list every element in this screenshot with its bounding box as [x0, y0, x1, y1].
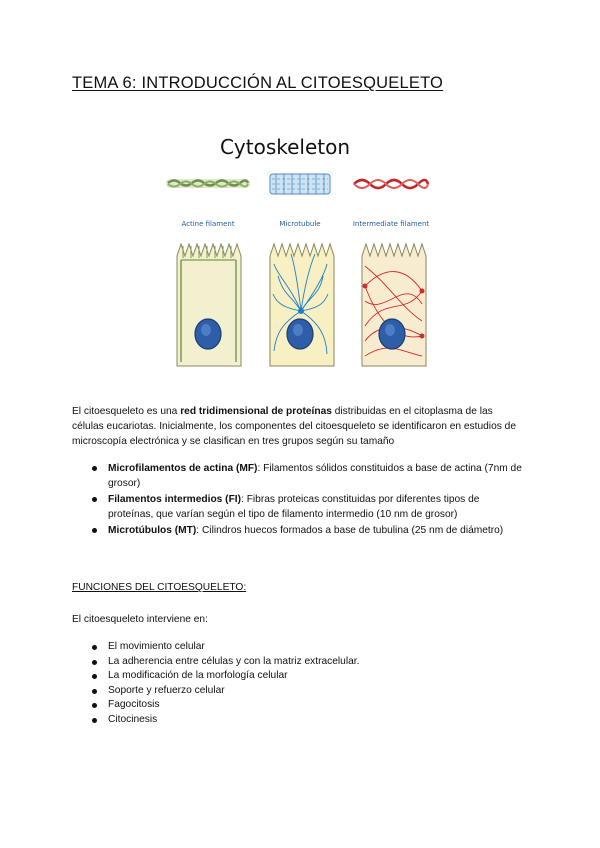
intro-paragraph: [72, 404, 524, 449]
list-item: [72, 492, 524, 522]
intro-text-start: El citoesqueleto es una: [72, 406, 181, 417]
type-term: Microfilamentos de actina (MF): [108, 463, 258, 474]
intermediate-cell: [362, 244, 426, 366]
cytoskeleton-types-list: [72, 461, 524, 539]
page-title: TEMA 6: INTRODUCCIÓN AL CITOESQUELETO: [72, 74, 444, 92]
functions-list: [72, 640, 524, 728]
intermediate-filament-strip: [354, 180, 428, 188]
actin-filament-strip: [166, 179, 250, 188]
intermediate-label: Intermediate filament: [352, 220, 430, 228]
list-item: Citocinesis: [72, 713, 524, 728]
list-item: La adherencia entre células y con la matriz extracelular.: [72, 655, 524, 670]
intro-bold-phrase: red tridimensional de proteínas: [180, 406, 332, 417]
functions-heading-text: FUNCIONES DEL CITOESQUELETO: [72, 582, 244, 593]
type-term: Microtúbulos (MT): [108, 525, 197, 536]
type-description: : Cilindros huecos formados a base de tubulina (25 nm de diámetro): [196, 525, 504, 536]
cytoskeleton-illustration: [160, 126, 450, 376]
figure-title: Cytoskeleton: [219, 135, 351, 159]
list-item: La modificación de la morfología celular: [72, 669, 524, 684]
microtubule-label: Microtubule: [279, 220, 321, 228]
microtubule-cell: [270, 244, 334, 366]
functions-heading: [72, 580, 524, 595]
list-item: [72, 461, 524, 491]
list-item: [72, 523, 524, 538]
list-item: Fagocitosis: [72, 698, 524, 713]
list-item: El movimiento celular: [72, 640, 524, 655]
actin-cell: [177, 244, 241, 366]
functions-lead: El citoesqueleto interviene en:: [72, 614, 208, 625]
type-description: : Fibras proteicas constituidas por diferentes tipos de proteínas, que varían según el tipo de filamento intermedio (10 nm de grosor): [108, 494, 480, 520]
intro-text-end: distribuidas en el citoplasma de las células eucariotas. Inicialmente, los componentes del citoesqueleto se identificaron en estudios de microscopía electrónica y se clasifican en tres grupos según su tamaño: [72, 406, 516, 447]
type-term: Filamentos intermedios (FI): [108, 494, 242, 505]
functions-heading-colon: :: [243, 582, 247, 593]
type-description: : Filamentos sólidos constituidos a base de actina (7nm de grosor): [108, 463, 522, 489]
cytoskeleton-figure: [160, 126, 450, 376]
microtubule-strip: [270, 174, 330, 194]
actin-label: Actine filament: [181, 220, 235, 228]
list-item: Soporte y refuerzo celular: [72, 684, 524, 699]
